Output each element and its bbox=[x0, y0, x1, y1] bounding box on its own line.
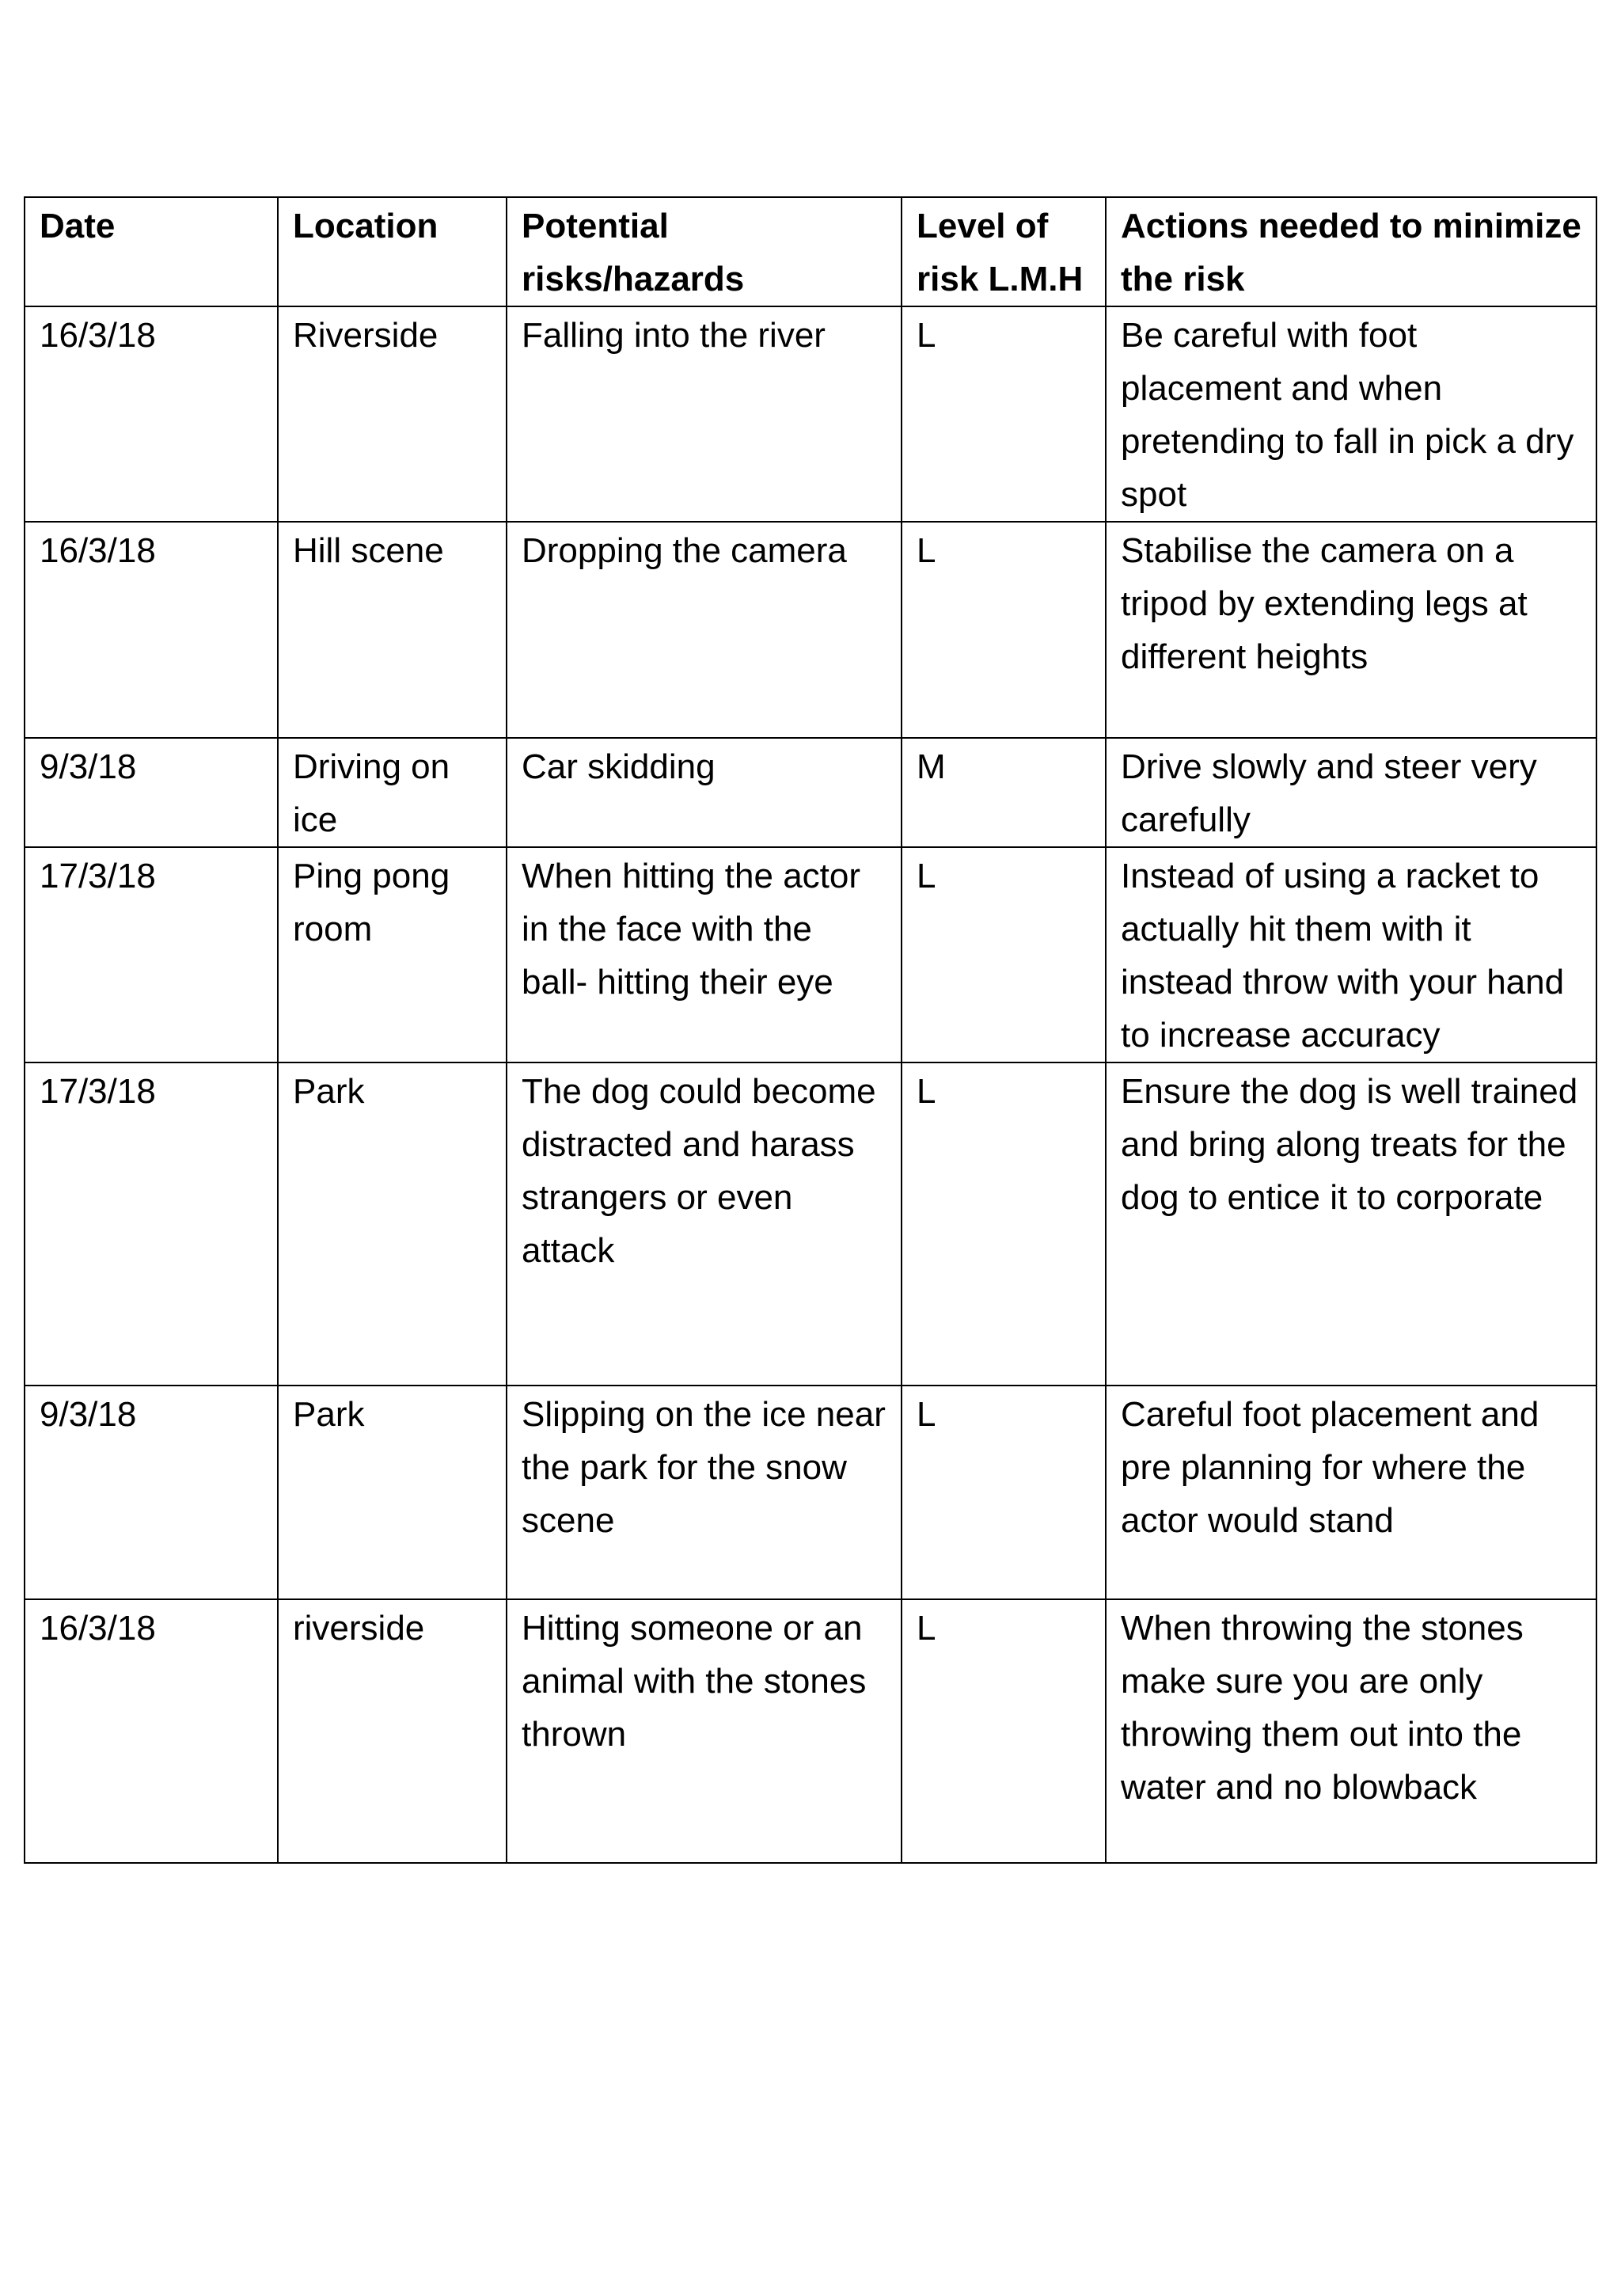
table-row bbox=[25, 306, 1596, 522]
table-row bbox=[25, 1062, 1596, 1386]
cell-date: 17/3/18 bbox=[25, 1062, 278, 1386]
table-row bbox=[25, 522, 1596, 738]
table-header-row bbox=[25, 197, 1596, 306]
cell-risk: When hitting the actor in the face with the ball- hitting their eye bbox=[507, 847, 902, 1062]
cell-action: When throwing the stones make sure you are only throwing them out into the water and no blowback bbox=[1106, 1599, 1596, 1863]
cell-action: Be careful with foot placement and when pretending to fall in pick a dry spot bbox=[1106, 306, 1596, 522]
header-actions: Actions needed to minimize the risk bbox=[1106, 197, 1596, 306]
cell-date: 17/3/18 bbox=[25, 847, 278, 1062]
cell-action: Drive slowly and steer very carefully bbox=[1106, 738, 1596, 847]
header-risks: Potential risks/hazards bbox=[507, 197, 902, 306]
cell-risk: Dropping the camera bbox=[507, 522, 902, 738]
cell-level: L bbox=[902, 1062, 1106, 1386]
cell-location: Park bbox=[278, 1386, 507, 1599]
cell-risk: Slipping on the ice near the park for the snow scene bbox=[507, 1386, 902, 1599]
cell-location: Ping pong room bbox=[278, 847, 507, 1062]
cell-level: L bbox=[902, 847, 1106, 1062]
cell-risk: Falling into the river bbox=[507, 306, 902, 522]
risk-assessment-table bbox=[24, 196, 1597, 1864]
cell-level: M bbox=[902, 738, 1106, 847]
cell-date: 9/3/18 bbox=[25, 1386, 278, 1599]
table-row bbox=[25, 1386, 1596, 1599]
table-row bbox=[25, 1599, 1596, 1863]
cell-location: Park bbox=[278, 1062, 507, 1386]
header-date: Date bbox=[25, 197, 278, 306]
table-row bbox=[25, 738, 1596, 847]
cell-action: Ensure the dog is well trained and bring along treats for the dog to entice it to corporate bbox=[1106, 1062, 1596, 1386]
cell-level: L bbox=[902, 522, 1106, 738]
cell-action: Careful foot placement and pre planning for where the actor would stand bbox=[1106, 1386, 1596, 1599]
header-location: Location bbox=[278, 197, 507, 306]
cell-level: L bbox=[902, 306, 1106, 522]
header-level: Level of risk L.M.H bbox=[902, 197, 1106, 306]
cell-date: 16/3/18 bbox=[25, 522, 278, 738]
cell-location: riverside bbox=[278, 1599, 507, 1863]
cell-action: Instead of using a racket to actually hit them with it instead throw with your hand to increase accuracy bbox=[1106, 847, 1596, 1062]
cell-location: Driving on ice bbox=[278, 738, 507, 847]
cell-level: L bbox=[902, 1386, 1106, 1599]
cell-action: Stabilise the camera on a tripod by extending legs at different heights bbox=[1106, 522, 1596, 738]
cell-location: Riverside bbox=[278, 306, 507, 522]
cell-risk: Hitting someone or an animal with the stones thrown bbox=[507, 1599, 902, 1863]
cell-date: 16/3/18 bbox=[25, 306, 278, 522]
cell-risk: Car skidding bbox=[507, 738, 902, 847]
cell-risk: The dog could become distracted and harass strangers or even attack bbox=[507, 1062, 902, 1386]
table-row bbox=[25, 847, 1596, 1062]
cell-location: Hill scene bbox=[278, 522, 507, 738]
cell-date: 16/3/18 bbox=[25, 1599, 278, 1863]
cell-date: 9/3/18 bbox=[25, 738, 278, 847]
cell-level: L bbox=[902, 1599, 1106, 1863]
